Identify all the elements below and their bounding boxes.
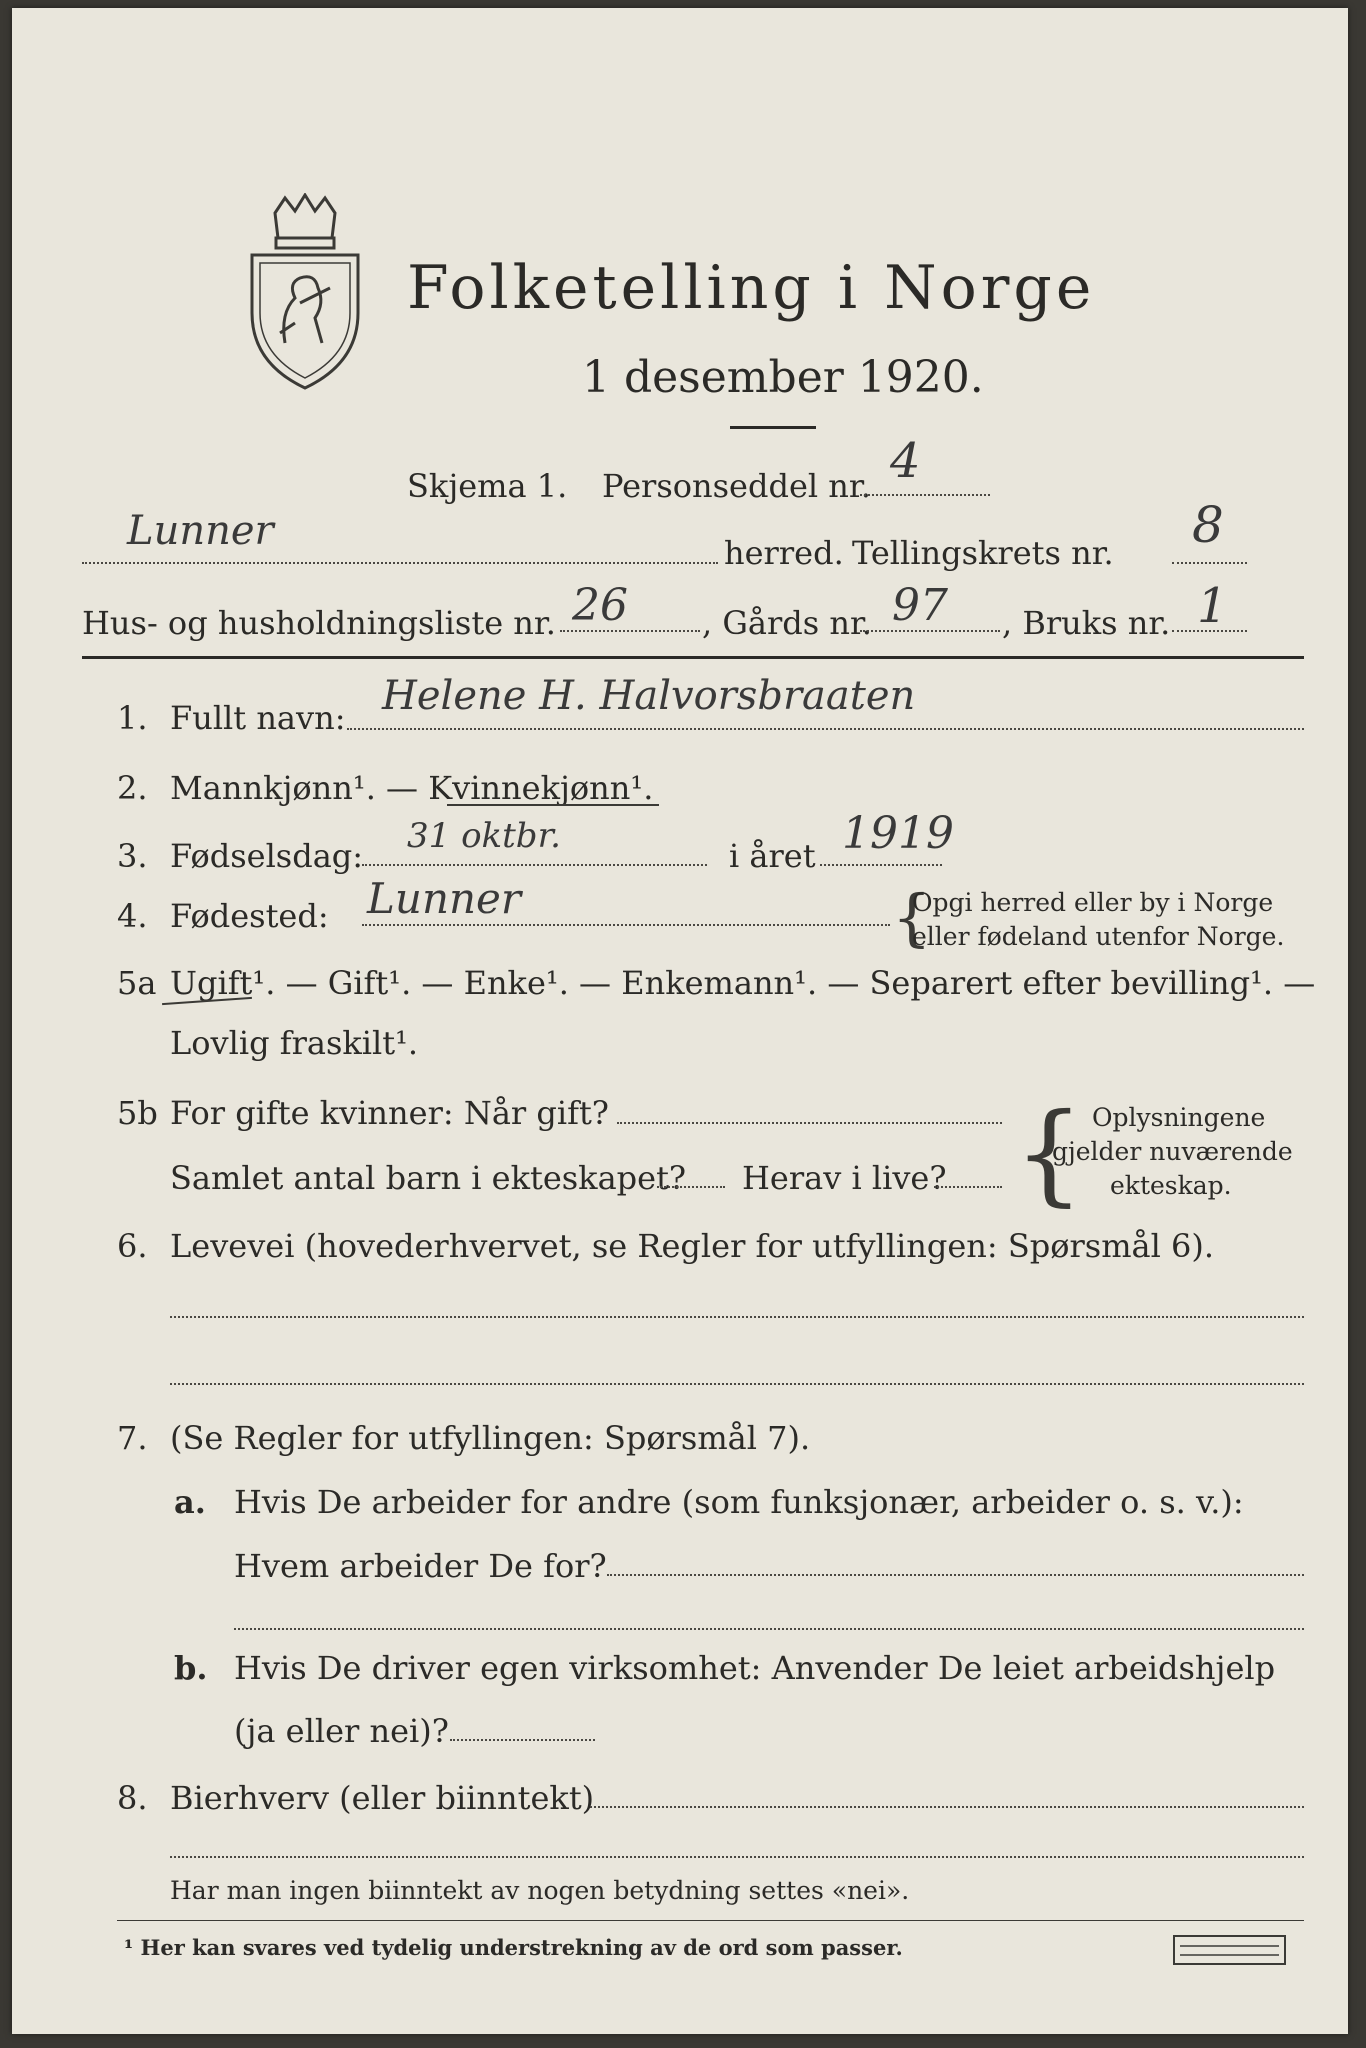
- q7-number: 7.: [117, 1419, 148, 1457]
- q7a-extra-line: [234, 1628, 1304, 1630]
- q5b-line1: For gifte kvinner: Når gift?: [170, 1094, 609, 1132]
- q2-number: 2.: [117, 769, 148, 807]
- census-form: [12, 8, 1348, 2034]
- tellingskrets-line: [1172, 562, 1247, 564]
- q6-number: 6.: [117, 1227, 148, 1265]
- q7b-line2: (ja eller nei)?: [234, 1712, 449, 1750]
- q1-value: Helene H. Halvorsbraaten: [382, 673, 916, 719]
- q4-note-1: Opgi herred eller by i Norge: [912, 888, 1274, 917]
- hus-label: Hus- og husholdningsliste nr.: [82, 604, 556, 642]
- q1-label: Fullt navn:: [170, 699, 346, 737]
- q8-label: Bierhverv (eller biinntekt): [170, 1779, 595, 1817]
- norwegian-lion-crest-icon: [240, 193, 370, 393]
- herred-line: [82, 562, 718, 564]
- q7a-line: [607, 1574, 1304, 1576]
- q1-line: [347, 728, 1304, 730]
- q8-extra-line: [170, 1856, 1304, 1858]
- q8-line: [590, 1806, 1304, 1808]
- q5b-note-3: ekteskap.: [1110, 1171, 1232, 1200]
- personseddel-label: Personseddel nr.: [602, 467, 871, 505]
- q5b-line2b: Herav i live?: [742, 1159, 947, 1197]
- form-date: 1 desember 1920.: [582, 352, 984, 403]
- q7b-line1: Hvis De driver egen virksomhet: Anvender De leiet arbeidshjelp: [234, 1649, 1276, 1687]
- form-title: Folketelling i Norge: [407, 253, 1096, 323]
- q5b-note-2: gjelder nuværende: [1052, 1137, 1293, 1166]
- q4-value: Lunner: [367, 874, 521, 923]
- q5b-alive-line: [934, 1186, 1002, 1188]
- tellingskrets-value: 8: [1192, 496, 1224, 554]
- q6-label: Levevei (hovederhvervet, se Regler for utfyllingen: Spørsmål 6).: [170, 1227, 1215, 1265]
- title-divider: [730, 426, 816, 429]
- q5b-note-1: Oplysningene: [1092, 1103, 1266, 1132]
- q7a-line1: Hvis De arbeider for andre (som funksjonær, arbeider o. s. v.):: [234, 1483, 1244, 1521]
- printer-stamp-icon: [1172, 1934, 1287, 1966]
- q6-line-1: [170, 1316, 1304, 1318]
- personseddel-line: [860, 494, 990, 496]
- herred-label: herred.: [724, 534, 844, 572]
- q8-number: 8.: [117, 1779, 148, 1817]
- bruks-label: , Bruks nr.: [1002, 604, 1171, 642]
- q4-number: 4.: [117, 897, 148, 935]
- q7b-line: [450, 1739, 595, 1741]
- personseddel-value: 4: [890, 433, 921, 489]
- q3-value: 31 oktbr.: [407, 816, 561, 856]
- bruks-value: 1: [1197, 578, 1228, 634]
- q3-year-label: i året: [729, 837, 816, 875]
- gards-label: , Gårds nr.: [702, 604, 872, 642]
- footnote-divider: [117, 1920, 1304, 1921]
- q5b-number: 5b: [117, 1094, 158, 1132]
- q4-line: [362, 924, 890, 926]
- q3-label: Fødselsdag:: [170, 837, 364, 875]
- skjema-label: Skjema 1.: [407, 467, 568, 505]
- q8-note: Har man ingen biinntekt av nogen betydning settes «nei».: [170, 1876, 910, 1905]
- q5b-brace: {: [1014, 1089, 1084, 1217]
- q5b-children-line: [657, 1186, 725, 1188]
- tellingskrets-label: Tellingskrets nr.: [852, 534, 1114, 572]
- q6-line-2: [170, 1383, 1304, 1385]
- q7-label: (Se Regler for utfyllingen: Spørsmål 7).: [170, 1419, 811, 1457]
- header-divider: [82, 656, 1304, 659]
- footnote: ¹ Her kan svares ved tydelig understrekning av de ord som passer.: [124, 1935, 903, 1960]
- q2-kvinnekjonn-underline: [447, 804, 659, 806]
- q3-line: [362, 864, 707, 866]
- q5a-line2: Lovlig fraskilt¹.: [170, 1024, 419, 1062]
- hus-value: 26: [572, 580, 628, 631]
- gards-value: 97: [892, 580, 948, 631]
- q2-label: Mannkjønn¹. — Kvinnekjønn¹.: [170, 769, 654, 807]
- q7a-letter: a.: [174, 1483, 206, 1521]
- q4-brace: {: [892, 881, 932, 954]
- q4-label: Fødested:: [170, 897, 329, 935]
- q1-number: 1.: [117, 699, 148, 737]
- q5a-line1: Ugift¹. — Gift¹. — Enke¹. — Enkemann¹. — Separert efter bevilling¹. —: [170, 964, 1316, 1002]
- q7b-letter: b.: [174, 1649, 208, 1687]
- q5b-line2a: Samlet antal barn i ekteskapet?: [170, 1159, 687, 1197]
- q3-number: 3.: [117, 837, 148, 875]
- herred-value: Lunner: [127, 508, 274, 554]
- q3-year-line: [820, 864, 942, 866]
- q4-note-2: eller fødeland utenfor Norge.: [912, 922, 1285, 951]
- q3-year-value: 1919: [842, 808, 954, 859]
- q7a-line2: Hvem arbeider De for?: [234, 1547, 607, 1585]
- q5a-number: 5a: [117, 964, 157, 1002]
- q5b-married-line: [617, 1122, 1002, 1124]
